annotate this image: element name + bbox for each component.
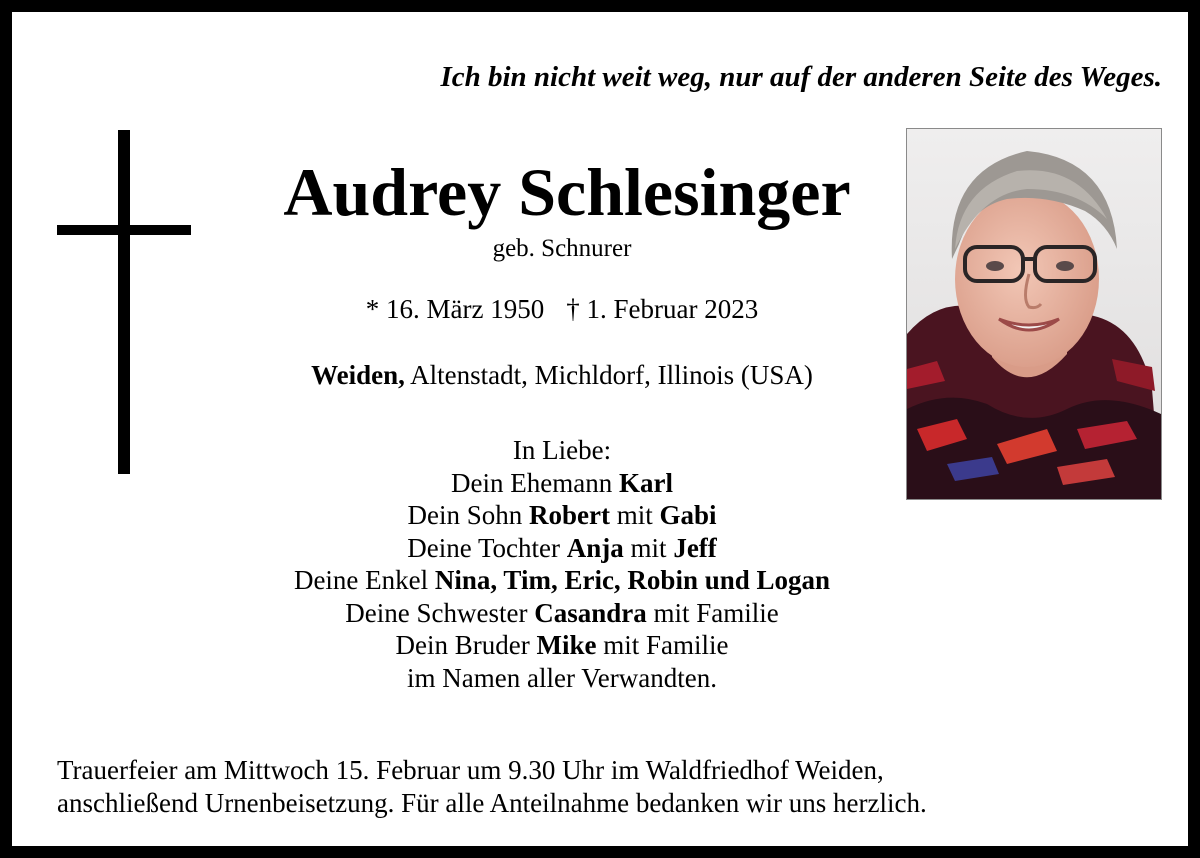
other-places: Altenstadt, Michldorf, Illinois (USA)	[404, 360, 813, 390]
places	[212, 359, 912, 391]
life-dates	[262, 293, 862, 325]
latin-cross-icon	[57, 130, 191, 474]
ceremony-line-1: Trauerfeier am Mittwoch 15. Februar um 9.30 Uhr im Waldfriedhof Weiden,	[57, 755, 884, 785]
mourner-relation: Dein Bruder	[395, 630, 537, 660]
mourner-name: Karl	[618, 467, 673, 498]
mourner-relation: Dein Ehemann	[451, 467, 619, 498]
mourner-partner-name: Jeff	[673, 532, 717, 563]
mourners-closing: im Namen aller Verwandten.	[407, 662, 717, 693]
mourner-line	[212, 532, 912, 565]
mourner-line	[212, 499, 912, 532]
deceased-name: Audrey Schlesinger	[283, 154, 851, 230]
mourner-suffix: mit Familie	[596, 630, 729, 660]
mourner-suffix: mit Familie	[646, 597, 779, 628]
birth-date: * 16. März 1950	[365, 294, 545, 324]
primary-place: Weiden,	[311, 360, 405, 390]
mourner-partner-name: Gabi	[659, 500, 717, 530]
motto: Ich bin nicht weit weg, nur auf der anderen Seite des Weges.	[440, 61, 1162, 93]
mourner-line	[212, 597, 912, 630]
ceremony-line-2: anschließend Urnenbeisetzung. Für alle Anteilnahme bedanken wir uns herzlich.	[57, 788, 927, 818]
mourner-connector: mit	[623, 532, 674, 563]
maiden-name: geb. Schnurer	[492, 235, 632, 262]
mourner-line	[212, 467, 912, 500]
mourner-connector: mit	[609, 500, 660, 530]
mourner-line	[212, 629, 912, 662]
mourner-relation: Deine Schwester	[345, 597, 535, 628]
mourner-name: Nina, Tim, Eric, Robin und Logan	[434, 565, 831, 595]
portrait-photo	[906, 128, 1162, 500]
mourner-relation: Deine Tochter	[407, 532, 567, 563]
ceremony-notice	[57, 754, 1157, 820]
death-date: † 1. Februar 2023	[566, 294, 759, 324]
cross-horizontal-bar	[57, 225, 191, 235]
mourners-list	[212, 434, 912, 694]
mourner-name: Mike	[536, 630, 597, 660]
cross-vertical-bar	[118, 130, 130, 474]
mourner-line	[212, 564, 912, 597]
mourner-name: Robert	[528, 500, 610, 530]
mourner-name: Casandra	[534, 597, 647, 628]
mourner-relation: Dein Sohn	[407, 500, 529, 530]
mourner-relation: Deine Enkel	[293, 565, 435, 595]
mourners-heading: In Liebe:	[512, 435, 612, 465]
mourner-name: Anja	[566, 532, 624, 563]
portrait-illustration	[907, 129, 1161, 499]
